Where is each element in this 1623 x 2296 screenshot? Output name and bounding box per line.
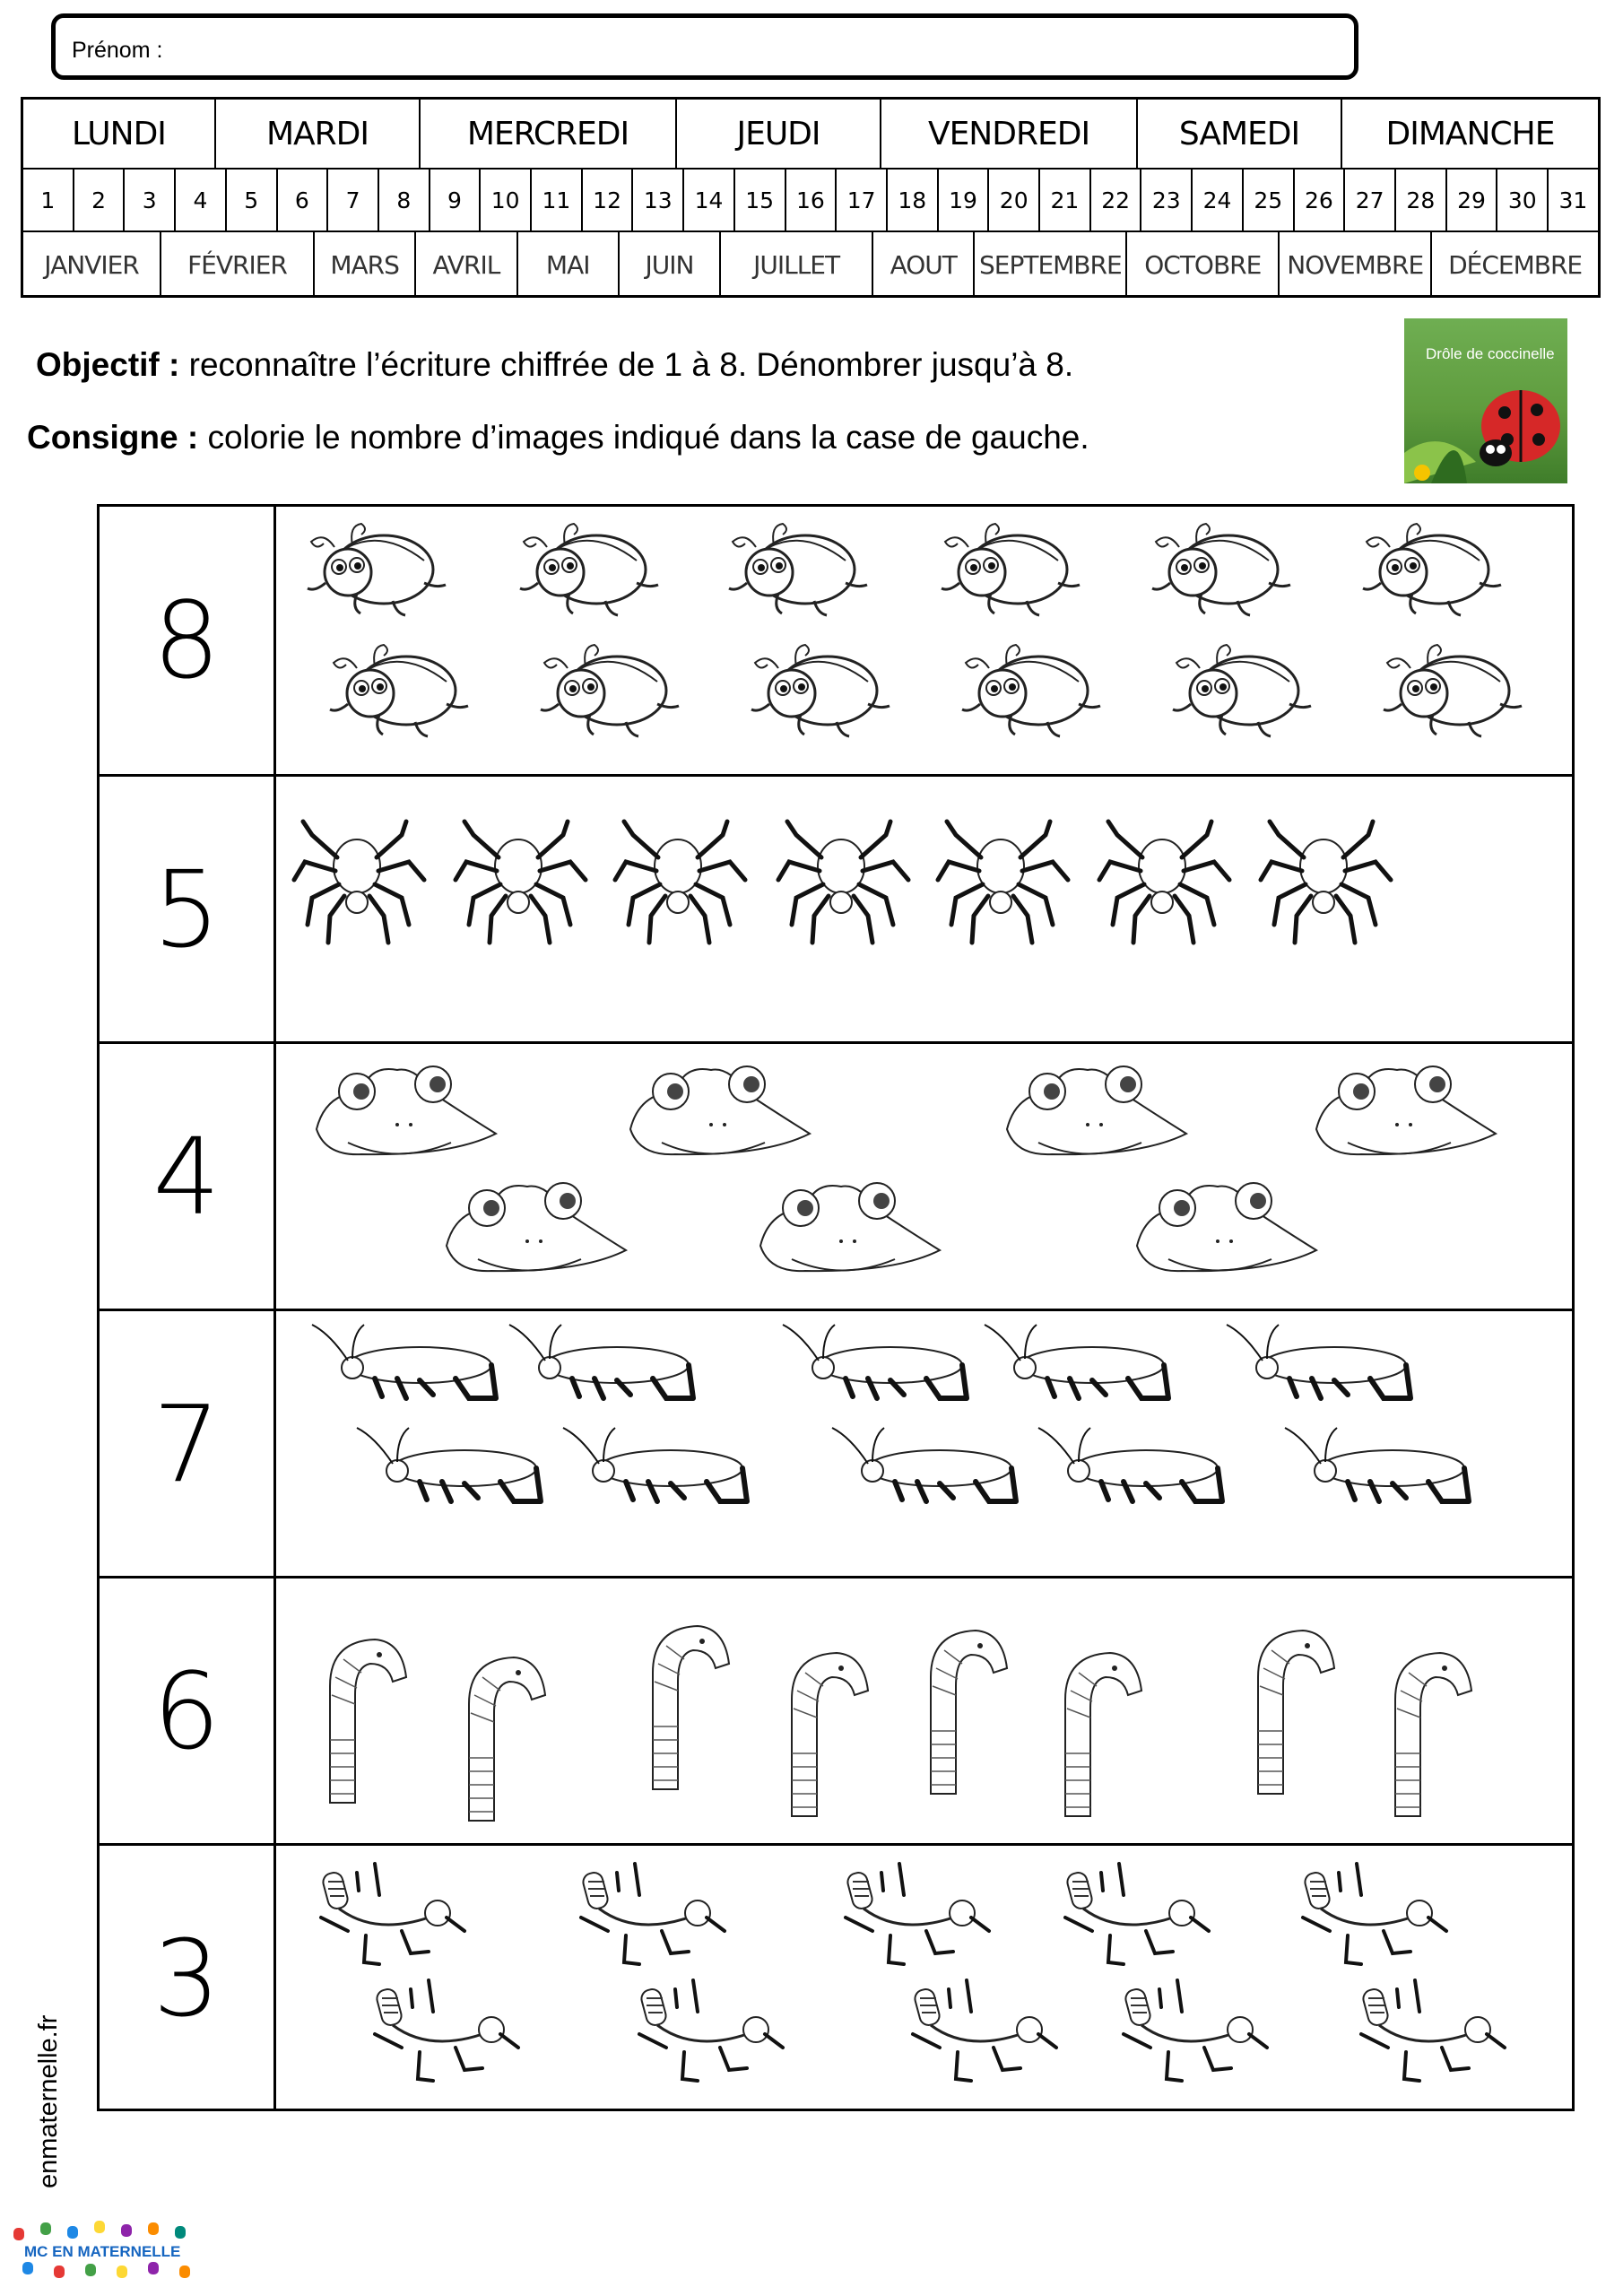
count-number: 7 [100, 1311, 276, 1576]
ant-icon[interactable] [1294, 1864, 1455, 1971]
spider-icon[interactable] [1261, 817, 1391, 952]
month-7: AOUT [873, 232, 975, 298]
cricket-icon[interactable] [312, 1325, 500, 1405]
frog-icon[interactable] [438, 1174, 630, 1277]
logo-text: MC EN MATERNELLE [24, 2243, 181, 2260]
calendar-table [21, 97, 1601, 298]
spider-icon[interactable] [456, 817, 586, 952]
date-21: 21 [1040, 170, 1091, 230]
ladybug-icon[interactable] [308, 520, 451, 619]
date-1: 1 [23, 170, 74, 230]
date-4: 4 [176, 170, 227, 230]
date-20: 20 [989, 170, 1040, 230]
month-8: SEPTEMBRE [975, 232, 1127, 298]
calendar-months-row [23, 232, 1598, 298]
ladybug-icon[interactable] [942, 520, 1085, 619]
date-17: 17 [837, 170, 888, 230]
objective-text: reconnaître l’écriture chiffrée de 1 à 8. Dénombrer jusqu’à 8. [188, 346, 1074, 383]
ant-icon[interactable] [312, 1864, 473, 1971]
objective-label: Objectif : [36, 346, 180, 383]
cricket-icon[interactable] [509, 1325, 698, 1405]
date-18: 18 [888, 170, 939, 230]
cricket-icon[interactable] [1038, 1428, 1227, 1509]
ant-icon[interactable] [630, 1980, 792, 2088]
cricket-icon[interactable] [563, 1428, 751, 1509]
ladybug-icon[interactable] [520, 520, 664, 619]
month-9: OCTOBRE [1127, 232, 1280, 298]
worm-icon[interactable] [1377, 1646, 1476, 1825]
worm-icon[interactable] [635, 1619, 733, 1798]
name-label: Prénom : [72, 38, 163, 63]
name-field[interactable] [51, 13, 1358, 80]
animal-images [276, 1044, 1572, 1309]
objective-line [36, 346, 1073, 384]
month-1: FÉVRIER [161, 232, 315, 298]
month-5: JUIN [620, 232, 721, 298]
ladybug-icon[interactable] [729, 520, 872, 619]
date-30: 30 [1497, 170, 1549, 230]
ladybug-icon[interactable] [751, 641, 895, 740]
book-cover-image [1404, 318, 1567, 483]
calendar-dates-row [23, 170, 1598, 232]
date-22: 22 [1091, 170, 1142, 230]
worm-icon[interactable] [312, 1632, 411, 1812]
day-jeudi: JEUDI [677, 100, 881, 168]
frog-icon[interactable] [998, 1057, 1191, 1161]
ant-icon[interactable] [1352, 1980, 1514, 2088]
ant-icon[interactable] [1115, 1980, 1276, 2088]
ladybug-icon[interactable] [541, 641, 684, 740]
instruction-text: colorie le nombre d’images indiqué dans la case de gauche. [207, 419, 1089, 456]
count-number: 5 [100, 777, 276, 1041]
spider-icon[interactable] [778, 817, 908, 952]
counting-grid [97, 504, 1575, 2111]
day-vendredi: VENDREDI [881, 100, 1138, 168]
date-13: 13 [633, 170, 684, 230]
calendar-days-row [23, 100, 1598, 170]
frog-icon[interactable] [621, 1057, 814, 1161]
cricket-icon[interactable] [783, 1325, 971, 1405]
month-6: JUILLET [721, 232, 873, 298]
month-4: MAI [518, 232, 620, 298]
animal-images [276, 1578, 1572, 1843]
frog-icon[interactable] [751, 1174, 944, 1277]
ladybug-icon[interactable] [962, 641, 1106, 740]
animal-images [276, 777, 1572, 1041]
animal-images [276, 1846, 1572, 2110]
ant-icon[interactable] [837, 1864, 998, 1971]
frog-icon[interactable] [1128, 1174, 1321, 1277]
count-row [100, 1309, 1572, 1576]
ladybug-icon[interactable] [330, 641, 473, 740]
date-12: 12 [583, 170, 634, 230]
cricket-icon[interactable] [1227, 1325, 1415, 1405]
count-number: 4 [100, 1044, 276, 1309]
date-25: 25 [1244, 170, 1295, 230]
count-row [100, 774, 1572, 1041]
date-6: 6 [278, 170, 329, 230]
date-27: 27 [1345, 170, 1396, 230]
month-2: MARS [315, 232, 416, 298]
ladybug-icon[interactable] [1384, 641, 1527, 740]
frog-icon[interactable] [1307, 1057, 1500, 1161]
site-watermark: enmaternelle.fr [34, 2014, 63, 2188]
date-23: 23 [1141, 170, 1193, 230]
date-11: 11 [532, 170, 583, 230]
book-title: Drôle de coccinelle [1426, 345, 1555, 362]
date-5: 5 [227, 170, 278, 230]
count-row [100, 1041, 1572, 1309]
date-28: 28 [1396, 170, 1447, 230]
date-15: 15 [735, 170, 786, 230]
date-31: 31 [1558, 187, 1588, 213]
instruction-line [27, 419, 1089, 457]
date-9: 9 [430, 170, 482, 230]
cricket-icon[interactable] [357, 1428, 545, 1509]
worm-icon[interactable] [913, 1623, 1011, 1803]
spider-icon[interactable] [1099, 817, 1229, 952]
ladybug-illustration [1404, 318, 1567, 483]
day-mardi: MARDI [216, 100, 421, 168]
day-mercredi: MERCREDI [421, 100, 677, 168]
date-2: 2 [74, 170, 126, 230]
ant-icon[interactable] [572, 1864, 733, 1971]
count-row [100, 507, 1572, 774]
cricket-icon[interactable] [1285, 1428, 1473, 1509]
day-dimanche: DIMANCHE [1385, 115, 1555, 152]
date-26: 26 [1295, 170, 1346, 230]
count-number: 6 [100, 1578, 276, 1843]
ladybug-icon[interactable] [1152, 520, 1296, 619]
ant-icon[interactable] [366, 1980, 527, 2088]
ant-icon[interactable] [1056, 1864, 1218, 1971]
frog-icon[interactable] [308, 1057, 500, 1161]
mc-en-maternelle-logo [4, 2215, 202, 2287]
spider-icon[interactable] [294, 817, 424, 952]
date-19: 19 [939, 170, 990, 230]
instruction-label: Consigne : [27, 419, 199, 456]
worm-icon[interactable] [451, 1650, 550, 1830]
cricket-icon[interactable] [832, 1428, 1020, 1509]
worm-icon[interactable] [774, 1646, 872, 1825]
animal-images [276, 1311, 1572, 1576]
month-11: DÉCEMBRE [1448, 250, 1583, 280]
spider-icon[interactable] [938, 817, 1068, 952]
count-number: 8 [100, 507, 276, 774]
spider-icon[interactable] [615, 817, 745, 952]
date-24: 24 [1193, 170, 1244, 230]
worm-icon[interactable] [1047, 1646, 1146, 1825]
date-14: 14 [684, 170, 735, 230]
date-7: 7 [328, 170, 379, 230]
day-samedi: SAMEDI [1138, 100, 1342, 168]
ladybug-icon[interactable] [1173, 641, 1316, 740]
day-lundi: LUNDI [23, 100, 216, 168]
date-16: 16 [786, 170, 838, 230]
count-row [100, 1843, 1572, 2110]
worm-icon[interactable] [1240, 1623, 1339, 1803]
month-3: AVRIL [416, 232, 517, 298]
date-10: 10 [481, 170, 532, 230]
date-3: 3 [125, 170, 176, 230]
count-row [100, 1576, 1572, 1843]
date-8: 8 [379, 170, 430, 230]
date-29: 29 [1447, 170, 1498, 230]
ant-icon[interactable] [904, 1980, 1065, 2088]
month-0: JANVIER [23, 232, 161, 298]
count-number: 3 [100, 1846, 276, 2110]
ladybug-icon[interactable] [1363, 520, 1506, 619]
cricket-icon[interactable] [985, 1325, 1173, 1405]
month-10: NOVEMBRE [1280, 232, 1432, 298]
animal-images [276, 507, 1572, 774]
